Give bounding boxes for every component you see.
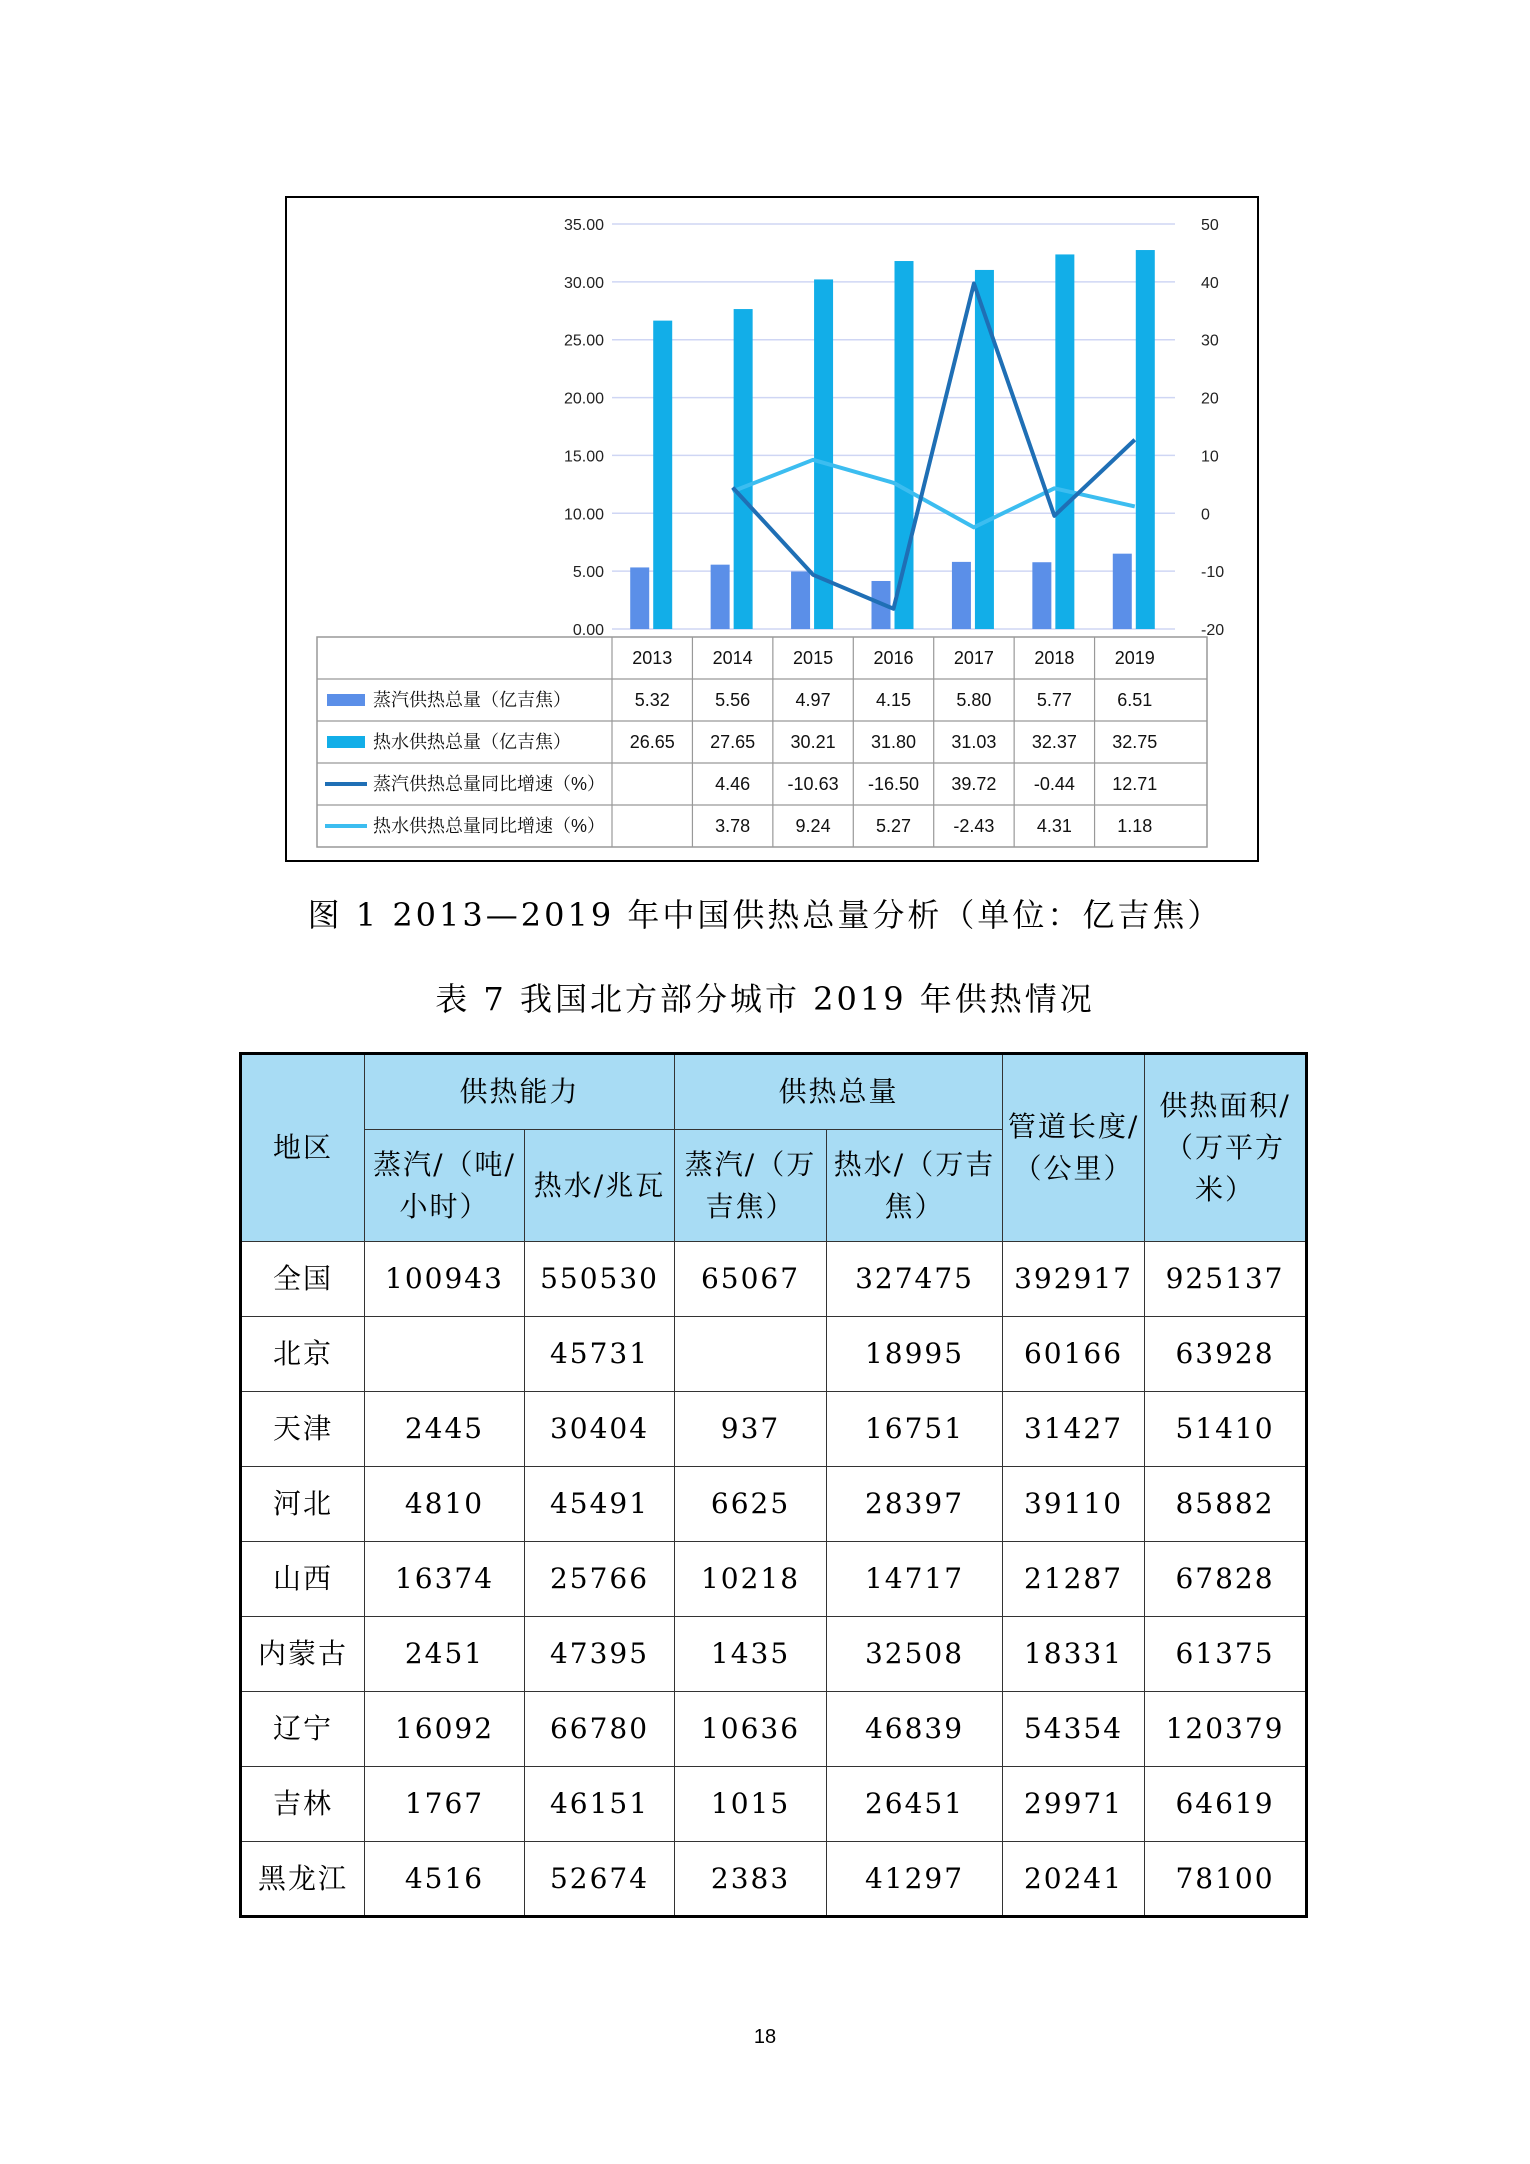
cell-steam-total: 10218 (675, 1542, 827, 1617)
bar-steam (952, 562, 971, 629)
y2-tick-label: -10 (1201, 564, 1225, 582)
y-tick-label: 25.00 (563, 332, 604, 350)
legend-label: 蒸汽供热总量（亿吉焦） (373, 690, 571, 710)
cell-pipe: 20241 (1003, 1842, 1145, 1917)
table-row (241, 1392, 1307, 1467)
header-capacity: 供热能力 (365, 1054, 675, 1130)
table-caption: 表 7 我国北方部分城市 2019 年供热情况 (435, 980, 1095, 1018)
cell-water-total: 18995 (827, 1317, 1003, 1392)
y2-tick-label: 20 (1201, 390, 1219, 408)
data-label: -10.63 (787, 774, 839, 794)
y-tick-label: 5.00 (572, 564, 604, 582)
y2-tick-label: 0 (1201, 506, 1210, 524)
cell-steam-total: 10636 (675, 1692, 827, 1767)
bar-steam (630, 567, 649, 629)
bar-steam (1113, 554, 1132, 629)
x-tick-label: 2014 (712, 648, 753, 668)
cell-region: 山西 (241, 1542, 365, 1617)
table-row (241, 1617, 1307, 1692)
cell-pipe: 60166 (1003, 1317, 1145, 1392)
header-steam-capacity: 蒸汽/（吨/小时） (365, 1130, 525, 1242)
cell-water-cap: 45491 (525, 1467, 675, 1542)
data-label: 30.21 (790, 732, 836, 752)
bar-steam (711, 565, 730, 629)
header-pipe-length: 管道长度/（公里） (1003, 1054, 1145, 1242)
y2-tick-label: 50 (1201, 217, 1219, 234)
table-row (241, 1242, 1307, 1317)
heating-table (239, 1052, 1308, 1918)
cell-area: 51410 (1145, 1392, 1307, 1467)
x-tick-label: 2018 (1034, 648, 1075, 668)
y-tick-label: 35.00 (563, 217, 604, 234)
cell-area: 85882 (1145, 1467, 1307, 1542)
cell-pipe: 21287 (1003, 1542, 1145, 1617)
data-label: 27.65 (710, 732, 756, 752)
y-tick-label: 10.00 (563, 506, 604, 524)
cell-region: 辽宁 (241, 1692, 365, 1767)
data-label: 5.27 (875, 816, 912, 836)
table-row (241, 1767, 1307, 1842)
legend-label: 蒸汽供热总量同比增速（%） (373, 774, 606, 794)
y2-tick-label: 30 (1201, 332, 1219, 350)
data-label: 32.75 (1112, 732, 1158, 752)
heat-supply-chart (287, 198, 1257, 860)
cell-water-cap: 52674 (525, 1842, 675, 1917)
table-row (241, 1317, 1307, 1392)
page-number: 18 (753, 2026, 777, 2048)
cell-water-cap: 25766 (525, 1542, 675, 1617)
cell-steam-cap: 4516 (365, 1842, 525, 1917)
cell-area: 78100 (1145, 1842, 1307, 1917)
y-tick-label: 15.00 (563, 448, 604, 466)
cell-steam-total: 2383 (675, 1842, 827, 1917)
cell-steam-total (675, 1317, 827, 1392)
y-tick-label: 0.00 (572, 622, 604, 639)
cell-pipe: 392917 (1003, 1242, 1145, 1317)
header-water-capacity: 热水/兆瓦 (525, 1130, 675, 1242)
cell-water-total: 32508 (827, 1617, 1003, 1692)
data-label: 5.32 (634, 690, 670, 710)
legend-swatch (327, 736, 365, 748)
data-label: 32.37 (1031, 732, 1077, 752)
data-label: -2.43 (953, 816, 995, 836)
data-label: 9.24 (795, 816, 831, 836)
data-label: -16.50 (867, 774, 920, 794)
data-label: 31.03 (951, 732, 997, 752)
legend-swatch (327, 694, 365, 706)
cell-region: 河北 (241, 1467, 365, 1542)
cell-steam-cap (365, 1317, 525, 1392)
bar-steam (1032, 562, 1051, 629)
cell-area: 67828 (1145, 1542, 1307, 1617)
data-label: 1.18 (1117, 816, 1153, 836)
cell-area: 64619 (1145, 1767, 1307, 1842)
y-tick-label: 20.00 (563, 390, 604, 408)
legend-label: 热水供热总量（亿吉焦） (373, 732, 571, 752)
cell-steam-cap: 1767 (365, 1767, 525, 1842)
data-label: 26.65 (629, 732, 675, 752)
cell-region: 黑龙江 (241, 1842, 365, 1917)
x-tick-label: 2019 (1114, 648, 1155, 668)
line-water-growth (733, 460, 1135, 528)
cell-water-total: 16751 (827, 1392, 1003, 1467)
data-label: 4.97 (795, 690, 831, 710)
chart-frame (285, 196, 1259, 862)
cell-water-cap: 45731 (525, 1317, 675, 1392)
data-label: 5.56 (715, 690, 751, 710)
header-water-total: 热水/（万吉焦） (827, 1130, 1003, 1242)
cell-steam-total: 1435 (675, 1617, 827, 1692)
bar-water (734, 309, 753, 629)
line-steam-growth (733, 283, 1135, 608)
cell-steam-cap: 16092 (365, 1692, 525, 1767)
legend-label: 热水供热总量同比增速（%） (373, 816, 606, 836)
cell-region: 内蒙古 (241, 1617, 365, 1692)
cell-water-total: 26451 (827, 1767, 1003, 1842)
bar-water (653, 321, 672, 629)
cell-steam-cap: 4810 (365, 1467, 525, 1542)
figure-caption: 图 1 2013—2019 年中国供热总量分析（单位：亿吉焦） (307, 896, 1223, 934)
cell-water-cap: 46151 (525, 1767, 675, 1842)
cell-pipe: 39110 (1003, 1467, 1145, 1542)
data-label: 12.71 (1112, 774, 1158, 794)
cell-region: 北京 (241, 1317, 365, 1392)
data-label: 31.80 (870, 732, 917, 752)
bar-water (1055, 254, 1074, 629)
data-label: 4.31 (1036, 816, 1072, 836)
cell-pipe: 18331 (1003, 1617, 1145, 1692)
x-tick-label: 2016 (873, 648, 914, 668)
table-row (241, 1692, 1307, 1767)
cell-area: 61375 (1145, 1617, 1307, 1692)
y2-tick-label: -20 (1201, 622, 1225, 639)
data-label: 5.77 (1036, 690, 1072, 710)
data-label: 3.78 (715, 816, 751, 836)
cell-water-total: 46839 (827, 1692, 1003, 1767)
cell-region: 天津 (241, 1392, 365, 1467)
header-region: 地区 (241, 1054, 365, 1242)
cell-water-total: 327475 (827, 1242, 1003, 1317)
x-tick-label: 2013 (632, 648, 673, 668)
bar-steam (791, 571, 810, 629)
header-heating-area: 供热面积/（万平方米） (1145, 1054, 1307, 1242)
data-label: -0.44 (1033, 774, 1075, 794)
cell-steam-cap: 16374 (365, 1542, 525, 1617)
cell-steam-cap: 100943 (365, 1242, 525, 1317)
table-row (241, 1842, 1307, 1917)
data-label: 4.46 (715, 774, 751, 794)
cell-water-total: 41297 (827, 1842, 1003, 1917)
cell-water-total: 14717 (827, 1542, 1003, 1617)
cell-water-cap: 66780 (525, 1692, 675, 1767)
cell-steam-total: 65067 (675, 1242, 827, 1317)
y-tick-label: 30.00 (563, 274, 604, 292)
cell-water-cap: 30404 (525, 1392, 675, 1467)
cell-water-cap: 550530 (525, 1242, 675, 1317)
cell-area: 120379 (1145, 1692, 1307, 1767)
x-tick-label: 2015 (793, 648, 834, 668)
cell-pipe: 29971 (1003, 1767, 1145, 1842)
cell-steam-total: 6625 (675, 1467, 827, 1542)
table-row (241, 1542, 1307, 1617)
x-tick-label: 2017 (953, 648, 994, 668)
header-total: 供热总量 (675, 1054, 1003, 1130)
table-row (241, 1467, 1307, 1542)
cell-steam-cap: 2445 (365, 1392, 525, 1467)
data-label: 6.51 (1117, 690, 1153, 710)
cell-water-cap: 47395 (525, 1617, 675, 1692)
cell-water-total: 28397 (827, 1467, 1003, 1542)
y2-tick-label: 10 (1201, 448, 1219, 466)
cell-area: 63928 (1145, 1317, 1307, 1392)
cell-pipe: 31427 (1003, 1392, 1145, 1467)
bar-water (975, 270, 994, 629)
cell-steam-cap: 2451 (365, 1617, 525, 1692)
y2-tick-label: 40 (1201, 274, 1219, 292)
cell-region: 吉林 (241, 1767, 365, 1842)
bar-water (1136, 250, 1155, 629)
cell-steam-total: 1015 (675, 1767, 827, 1842)
cell-region: 全国 (241, 1242, 365, 1317)
cell-pipe: 54354 (1003, 1692, 1145, 1767)
header-steam-total: 蒸汽/（万吉焦） (675, 1130, 827, 1242)
data-label: 5.80 (956, 690, 992, 710)
data-label: 39.72 (951, 774, 997, 794)
cell-area: 925137 (1145, 1242, 1307, 1317)
data-label: 4.15 (875, 690, 912, 710)
cell-steam-total: 937 (675, 1392, 827, 1467)
